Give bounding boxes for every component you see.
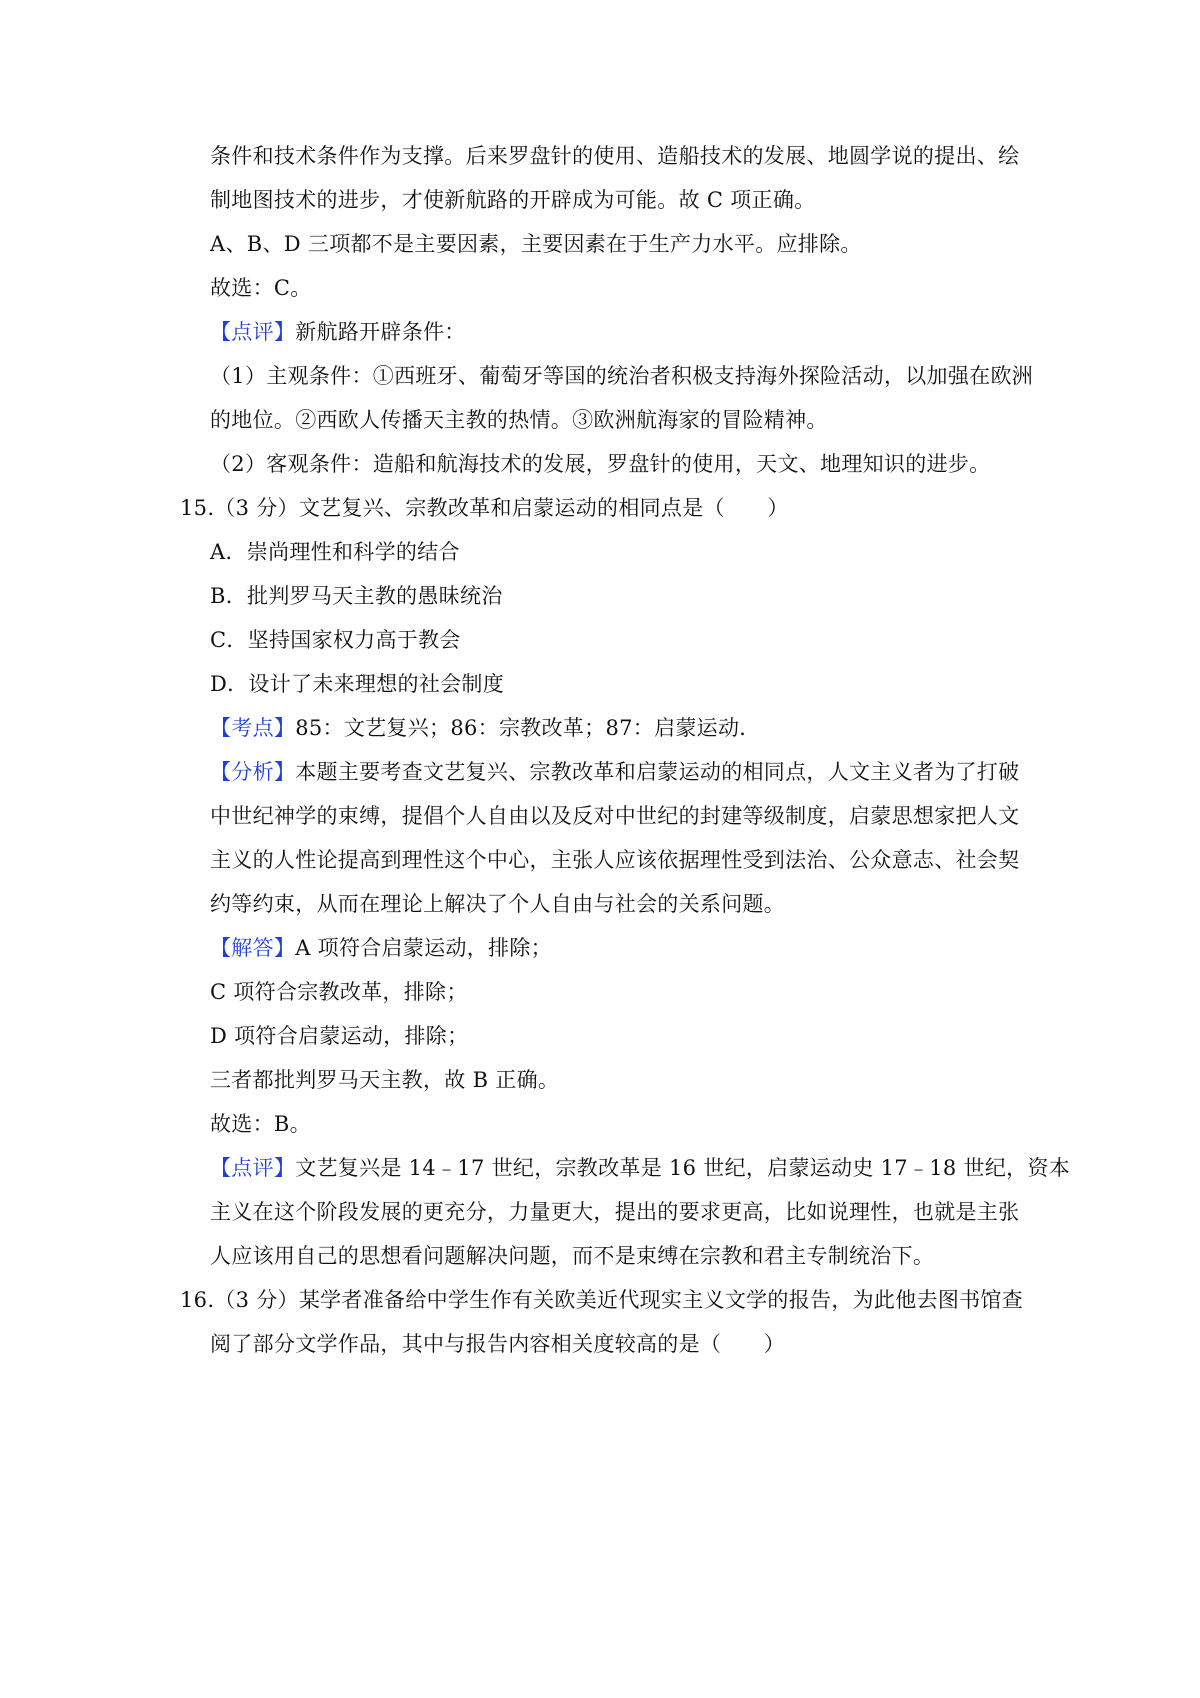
text-line: 的地位。②西欧人传播天主教的热情。③欧洲航海家的冒险精神。 — [210, 408, 828, 432]
question-15-stem: 15.（3 分）文艺复兴、宗教改革和启蒙运动的相同点是（ ） — [180, 496, 789, 520]
text-line: 三者都批判罗马天主教，故 B 正确。 — [210, 1068, 560, 1092]
comment-tag: 【点评】 — [210, 320, 296, 344]
text-line: 约等约束，从而在理论上解决了个人自由与社会的关系问题。 — [210, 892, 786, 916]
text-line: C 项符合宗教改革，排除； — [210, 980, 468, 1004]
analysis-tag: 【分析】 — [210, 760, 296, 784]
option-b: B．批判罗马天主教的愚昧统治 — [210, 584, 503, 608]
analysis-text: 本题主要考查文艺复兴、宗教改革和启蒙运动的相同点，人文主义者为了打破 — [295, 760, 1020, 784]
text-line: A、B、D 三项都不是主要因素，主要因素在于生产力水平。应排除。 — [210, 232, 862, 256]
text-line: 阅了部分文学作品，其中与报告内容相关度较高的是（ ） — [210, 1332, 786, 1356]
kaodian-line — [210, 713, 761, 743]
text-line: （2）客观条件：造船和航海技术的发展，罗盘针的使用，天文、地理知识的进步。 — [210, 452, 991, 476]
solution-line — [210, 933, 552, 963]
text-line: 人应该用自己的思想看问题解决问题，而不是束缚在宗教和君主专制统治下。 — [210, 1244, 935, 1268]
text-line: D 项符合启蒙运动，排除； — [210, 1024, 469, 1048]
answer-line: 故选：C。 — [210, 276, 312, 300]
comment-line — [210, 317, 466, 347]
text-line: 条件和技术条件作为支撑。后来罗盘针的使用、造船技术的发展、地圆学说的提出、绘 — [210, 144, 1020, 168]
text-line: （1）主观条件：①西班牙、葡萄牙等国的统治者积极支持海外探险活动，以加强在欧洲 — [210, 364, 1034, 388]
comment-tag: 【点评】 — [210, 1156, 296, 1180]
kaodian-tag: 【考点】 — [210, 716, 296, 740]
text-line: 中世纪神学的束缚，提倡个人自由以及反对中世纪的封建等级制度，启蒙思想家把人文 — [210, 804, 1020, 828]
answer-line: 故选：B。 — [210, 1112, 311, 1136]
comment-line — [210, 1153, 1070, 1183]
solution-text: A 项符合启蒙运动，排除； — [295, 936, 552, 960]
text-line: 主义在这个阶段发展的更充分，力量更大，提出的要求更高，比如说理性，也就是主张 — [210, 1200, 1020, 1224]
comment-text: 新航路开辟条件： — [295, 320, 466, 344]
comment-text: 文艺复兴是 14﹣17 世纪，宗教改革是 16 世纪，启蒙运动史 17﹣18 世纪，资本 — [295, 1156, 1071, 1180]
kaodian-text: 85：文艺复兴；86：宗教改革；87：启蒙运动． — [295, 716, 761, 740]
question-16-stem: 16.（3 分）某学者准备给中学生作有关欧美近代现实主义文学的报告，为此他去图书馆查 — [180, 1288, 1024, 1312]
option-a: A．崇尚理性和科学的结合 — [210, 540, 460, 564]
analysis-line — [210, 757, 1019, 787]
text-line: 制地图技术的进步，才使新航路的开辟成为可能。故 C 项正确。 — [210, 188, 816, 212]
option-c: C．坚持国家权力高于教会 — [210, 628, 461, 652]
option-d: D．设计了未来理想的社会制度 — [210, 672, 505, 696]
text-line: 主义的人性论提高到理性这个中心，主张人应该依据理性受到法治、公众意志、社会契 — [210, 848, 1020, 872]
solution-tag: 【解答】 — [210, 936, 296, 960]
